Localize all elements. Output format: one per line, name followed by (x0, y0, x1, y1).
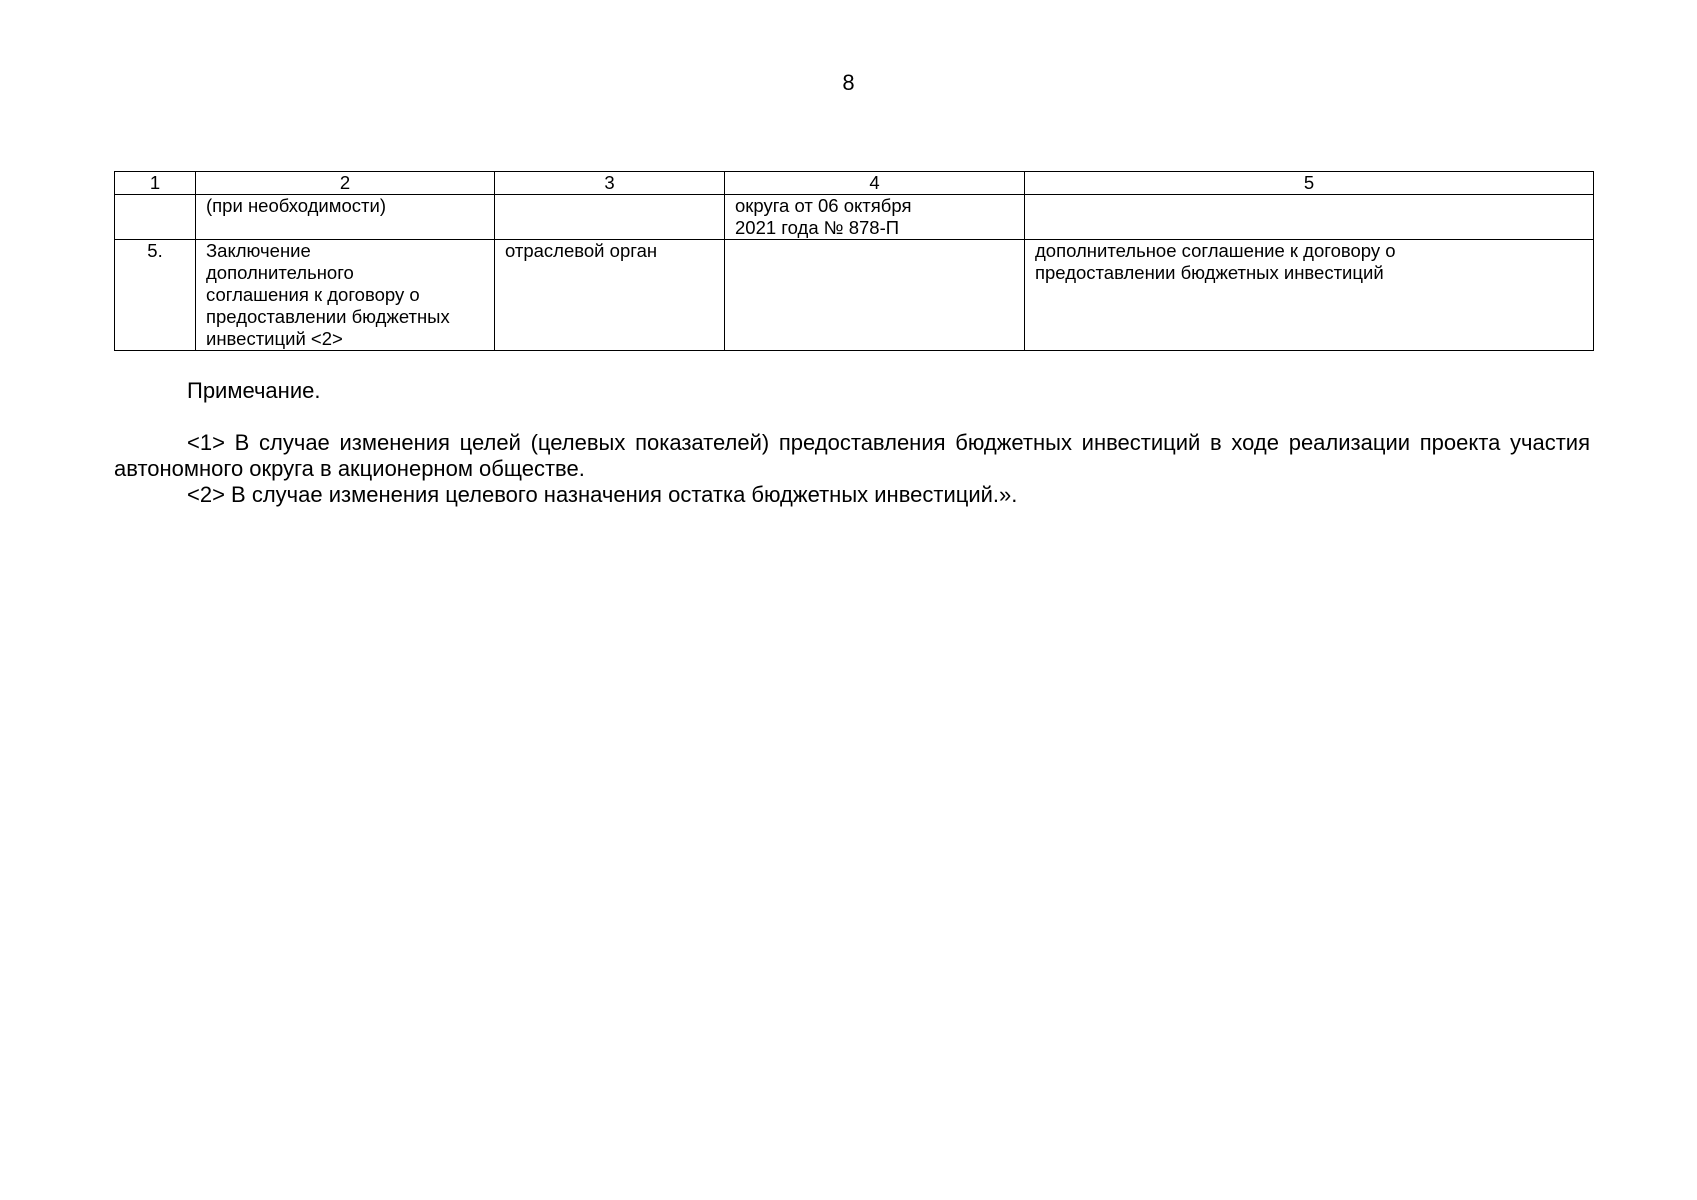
responsible-cell: отраслевой орган (495, 240, 725, 351)
basis-line: 2021 года № 878-П (735, 217, 900, 238)
column-number-2: 2 (196, 172, 495, 195)
responsible-cell (495, 195, 725, 240)
step-line: предоставлении бюджетных (206, 306, 450, 327)
result-cell (1025, 240, 1594, 351)
step-line: Заключение (206, 240, 311, 261)
column-number-5: 5 (1025, 172, 1594, 195)
result-line: дополнительное соглашение к договору о (1035, 240, 1396, 261)
step-cell (196, 240, 495, 351)
step-line: инвестиций <2> (206, 328, 343, 349)
basis-cell (725, 240, 1025, 351)
step-line: дополнительного (206, 262, 354, 283)
page-number: 8 (842, 70, 855, 95)
procedure-table (114, 171, 1594, 351)
notes-section (114, 378, 1590, 508)
result-line: предоставлении бюджетных инвестиций (1035, 262, 1384, 283)
table-row (115, 195, 1594, 240)
note-item-2: <2> В случае изменения целевого назначения остатка бюджетных инвестиций.». (187, 482, 1018, 507)
column-number-3: 3 (495, 172, 725, 195)
row-number-cell: 5. (115, 240, 196, 351)
column-number-1: 1 (115, 172, 196, 195)
notes-title: Примечание. (187, 378, 321, 403)
row-number-cell (115, 195, 196, 240)
table-header-row (115, 172, 1594, 195)
note-item-1: <1> В случае изменения целей (целевых показателей) предоставления бюджетных инвестиций в ходе реализации проекта участия автономного округа в акционерном обществе. (114, 430, 1590, 481)
column-number-4: 4 (725, 172, 1025, 195)
basis-line: округа от 06 октября (735, 195, 912, 216)
table-row (115, 240, 1594, 351)
step-line: соглашения к договору о (206, 284, 420, 305)
basis-cell (725, 195, 1025, 240)
result-cell (1025, 195, 1594, 240)
step-cell: (при необходимости) (196, 195, 495, 240)
